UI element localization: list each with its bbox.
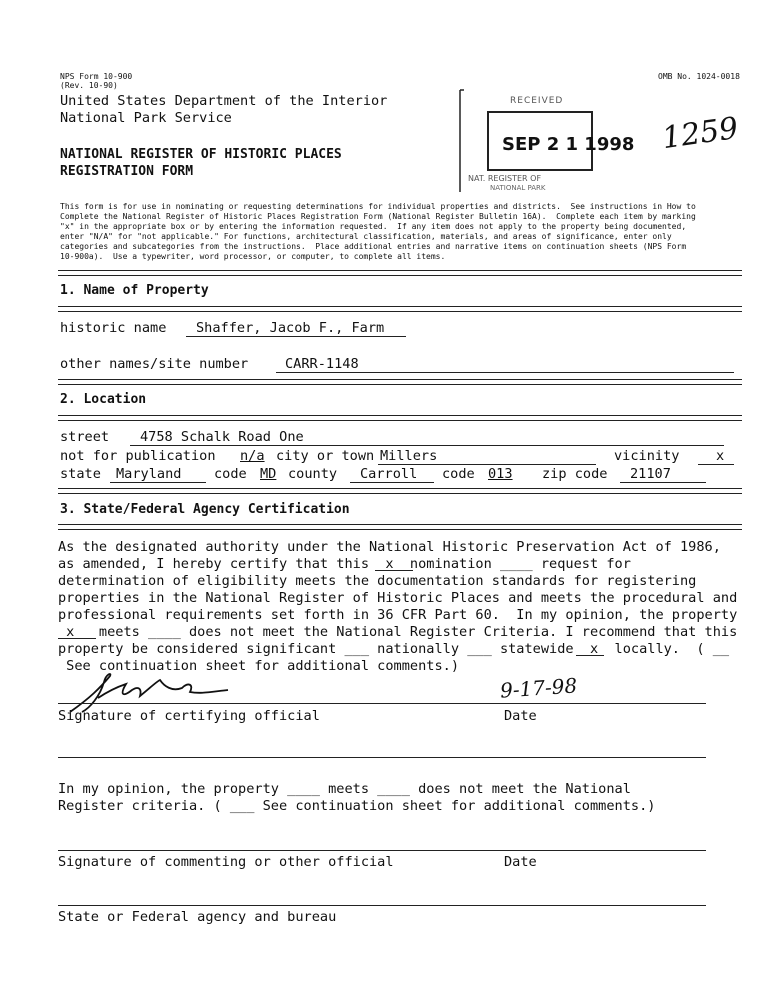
department-name: United States Department of the Interior [60, 93, 388, 109]
stamp-register-line2: NATIONAL PARK [490, 184, 546, 192]
certification-line: determination of eligibility meets the documentation standards for registering [58, 573, 697, 589]
locally-blank [576, 655, 604, 656]
county-code-label: code [442, 466, 475, 482]
double-rule [58, 379, 742, 385]
form-title-line1: NATIONAL REGISTER OF HISTORIC PLACES [60, 147, 342, 162]
commenting-signature-line [58, 850, 706, 851]
certifying-date: 9-17-98 [499, 673, 578, 703]
city-label: city or town [276, 448, 375, 464]
county-label: county [288, 466, 338, 482]
not-for-publication-field[interactable]: n/a [240, 448, 265, 464]
commenting-date-label: Date [504, 854, 537, 870]
handwritten-reference-number: 1259 [659, 110, 741, 157]
instructions-line: Complete the National Register of Historic Places Registration Form (National Register Bulletin 16A). Complete each item by marking [60, 212, 696, 221]
double-rule [58, 415, 742, 421]
county-code-field[interactable]: 013 [488, 466, 513, 482]
blank-line [58, 757, 706, 758]
city-field[interactable]: Millers [380, 448, 438, 464]
certification-line: See continuation sheet for additional comments.) [58, 658, 460, 674]
instructions-line: categories and subcategories from the instructions. Place additional entries and narrative items on continuation sheets (NPS Form [60, 242, 687, 251]
received-stamp [458, 88, 635, 194]
commenting-official-label: Signature of commenting or other official [58, 854, 394, 870]
certification-line: x meets ____ does not meet the National Register Criteria. I recommend that this [58, 624, 738, 640]
instructions-line: enter "N/A" for "not applicable." For functions, architectural classification, materials, and areas of significance, enter only [60, 232, 672, 241]
service-name: National Park Service [60, 110, 232, 126]
certification-line: property be considered significant ___ nationally ___ statewide x locally. ( __ [58, 641, 730, 657]
instructions-line: This form is for use in nominating or requesting determinations for individual properties and districts. See instructions in How to [60, 202, 696, 211]
state-label: state [60, 466, 101, 482]
instructions-line: "x" in the appropriate box or by entering the information requested. If any item does not apply to the property being documented, [60, 222, 687, 231]
double-rule [58, 306, 742, 312]
stamp-register-line1: NAT. REGISTER OF [468, 174, 542, 183]
state-code-label: code [214, 466, 247, 482]
opinion-line: Register criteria. ( ___ See continuation sheet for additional comments.) [58, 798, 656, 814]
form-number: NPS Form 10-900 [60, 72, 133, 81]
other-names-label: other names/site number [60, 356, 249, 372]
agency-bureau-label: State or Federal agency and bureau [58, 909, 337, 925]
agency-line [58, 905, 706, 906]
certification-line: professional requirements set forth in 36 CFR Part 60. In my opinion, the property [58, 607, 738, 623]
section3-heading: 3. State/Federal Agency Certification [60, 502, 350, 517]
certification-line: properties in the National Register of Historic Places and meets the procedural and [58, 590, 738, 606]
double-rule [58, 524, 742, 530]
state-code-field[interactable]: MD [260, 466, 277, 482]
form-revision: (Rev. 10-90) [60, 81, 118, 90]
site-number-field[interactable]: CARR-1148 [285, 356, 359, 372]
stamp-received: RECEIVED [510, 96, 564, 106]
street-label: street [60, 429, 110, 445]
certification-line: As the designated authority under the National Historic Preservation Act of 1986, [58, 539, 721, 555]
street-field[interactable]: 4758 Schalk Road One [140, 429, 304, 445]
vicinity-checkbox[interactable]: x [716, 448, 725, 464]
stamp-date: SEP 2 1 1998 [502, 134, 635, 155]
meets-blank [58, 638, 96, 639]
date-label: Date [504, 708, 537, 724]
historic-name-field[interactable]: Shaffer, Jacob F., Farm [196, 320, 385, 336]
historic-name-label: historic name [60, 320, 167, 336]
opinion-line: In my opinion, the property ____ meets ____ does not meet the National [58, 781, 631, 797]
nomination-blank [375, 570, 413, 571]
instructions-line: 10-900a). Use a typewriter, word processor, or computer, to complete all items. [60, 252, 446, 261]
vicinity-label: vicinity [614, 448, 680, 464]
zip-code-label: zip code [542, 466, 608, 482]
double-rule [58, 488, 742, 494]
double-rule [58, 270, 742, 276]
section2-heading: 2. Location [60, 392, 147, 407]
omb-number: OMB No. 1024-0018 [658, 72, 740, 81]
form-title-line2: REGISTRATION FORM [60, 164, 194, 179]
signature-certifying-label: Signature of certifying official [58, 708, 320, 724]
zip-code-field[interactable]: 21107 [630, 466, 671, 482]
county-field[interactable]: Carroll [360, 466, 418, 482]
state-field[interactable]: Maryland [116, 466, 182, 482]
not-for-publication-label: not for publication [60, 448, 216, 464]
signature-line [58, 703, 706, 704]
section1-heading: 1. Name of Property [60, 283, 209, 298]
certification-line: as amended, I hereby certify that this x nomination ____ request for [58, 556, 631, 572]
